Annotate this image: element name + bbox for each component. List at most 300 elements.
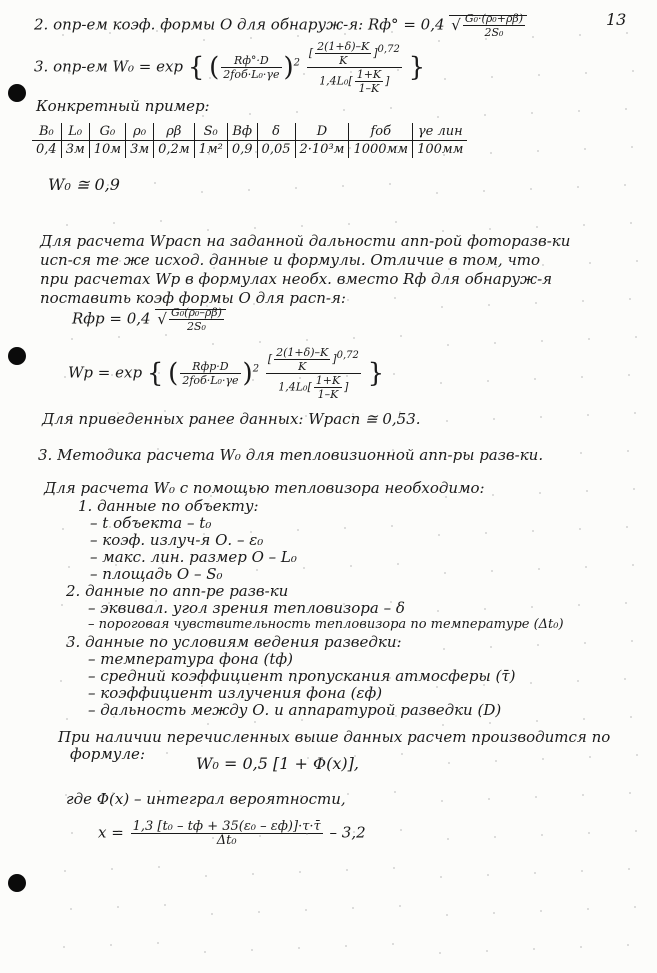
paper-dot	[162, 562, 164, 564]
paper-dot	[205, 381, 207, 383]
paper-dot	[345, 945, 347, 947]
paper-dot	[443, 648, 445, 650]
paper-dot	[589, 756, 591, 758]
paper-dot	[157, 942, 159, 944]
binder-hole-1	[8, 84, 26, 102]
param-value: 3м	[61, 141, 89, 159]
paper-dot	[155, 106, 157, 108]
paper-dot	[489, 228, 491, 230]
paper-dot	[209, 571, 211, 573]
paper-dot	[255, 645, 257, 647]
paper-dot	[62, 528, 64, 530]
paper-dot	[207, 723, 209, 725]
paper-dot	[248, 683, 250, 685]
paper-dot	[439, 952, 441, 954]
paper-dot	[588, 832, 590, 834]
wp-den-inner-num: 1+K	[315, 374, 341, 387]
paper-dot	[211, 913, 213, 915]
paper-dot	[68, 566, 70, 568]
paper-dot	[350, 71, 352, 73]
para1-line4: поставить коэф формы О для расп-я:	[40, 289, 346, 307]
paper-dot	[203, 533, 205, 535]
paper-dot	[112, 298, 114, 300]
paper-dot	[298, 453, 300, 455]
paper-dot	[389, 183, 391, 185]
paper-dot	[158, 372, 160, 374]
wp-pow: 2	[252, 363, 260, 375]
paper-dot	[166, 258, 168, 260]
paper-dot	[117, 412, 119, 414]
wp-frac-num: Rфр·D	[180, 360, 240, 374]
item3: 3. данные по условиям ведения разведки:	[66, 633, 402, 651]
para1-line1: Для расчета Wрасп на заданной дальности апп-рой фоторазв-ки	[40, 232, 571, 250]
paper-dot	[531, 606, 533, 608]
paper-dot	[634, 906, 636, 908]
paper-dot	[118, 830, 120, 832]
paper-dot	[163, 486, 165, 488]
paper-dot	[632, 70, 634, 72]
step2-line: 2. опр-ем коэф. формы О для обнаруж-я: Rф° = 0,4 √ $\frac{\text{G₀·(ρ₀+ρβ)}}{\text{2S₀}}$	[34, 12, 527, 39]
paper-dot	[636, 260, 638, 262]
paper-dot	[306, 339, 308, 341]
paper-dot	[354, 261, 356, 263]
paper-dot	[113, 222, 115, 224]
paper-dot	[389, 677, 391, 679]
paper-dot	[391, 31, 393, 33]
paper-dot	[161, 144, 163, 146]
param-value: 1000мм	[349, 141, 413, 159]
item3a: – температура фона (tф)	[88, 650, 293, 668]
paper-dot	[488, 304, 490, 306]
paper-dot	[302, 149, 304, 151]
paper-dot	[352, 413, 354, 415]
paper-dot	[72, 756, 74, 758]
paper-dot	[160, 714, 162, 716]
paper-dot	[534, 378, 536, 380]
w0-frac-den: 2fоб·L₀·γе	[223, 68, 280, 81]
paper-dot	[589, 262, 591, 264]
paper-dot	[305, 909, 307, 911]
paper-dot	[578, 604, 580, 606]
paper-dot	[631, 640, 633, 642]
paper-dot	[108, 602, 110, 604]
paper-dot	[156, 30, 158, 32]
paper-dot	[400, 335, 402, 337]
paper-dot	[351, 489, 353, 491]
x-label: x =	[98, 823, 124, 842]
paper-dot	[439, 458, 441, 460]
paper-dot	[296, 111, 298, 113]
param-value: 0,05	[257, 141, 295, 159]
paper-dot	[485, 38, 487, 40]
paper-dot	[487, 380, 489, 382]
paper-dot	[631, 146, 633, 148]
paper-dot	[253, 303, 255, 305]
param-header: L₀	[61, 123, 89, 141]
paper-dot	[396, 639, 398, 641]
paper-dot	[201, 685, 203, 687]
paper-dot	[115, 564, 117, 566]
paper-dot	[258, 911, 260, 913]
paper-dot	[116, 488, 118, 490]
paper-dot	[299, 871, 301, 873]
param-header: ρβ	[154, 123, 194, 141]
paper-dot	[634, 412, 636, 414]
paper-dot	[256, 569, 258, 571]
paper-dot	[483, 684, 485, 686]
paper-dot	[579, 34, 581, 36]
paper-dot	[119, 754, 121, 756]
paper-dot	[259, 835, 261, 837]
param-value: 3м	[126, 141, 154, 159]
paper-dot	[625, 108, 627, 110]
paper-dot	[442, 724, 444, 726]
rf-obn-den: 2S₀	[484, 26, 504, 39]
paper-dot	[108, 108, 110, 110]
paper-dot	[61, 110, 63, 112]
paper-dot	[401, 753, 403, 755]
paper-dot	[628, 374, 630, 376]
paper-dot	[201, 191, 203, 193]
paper-dot	[585, 72, 587, 74]
paper-dot	[485, 532, 487, 534]
paper-dot	[437, 116, 439, 118]
method-title: 3. Методика расчета W₀ для тепловизионной апп-ры разв-ки.	[38, 446, 544, 464]
example-title: Конкретный пример:	[36, 97, 210, 115]
paper-dot	[248, 189, 250, 191]
rf-p-den: 2S₀	[186, 320, 206, 333]
paper-dot	[447, 838, 449, 840]
paper-dot	[397, 563, 399, 565]
paper-dot	[107, 184, 109, 186]
paper-dot	[348, 223, 350, 225]
paper-dot	[343, 603, 345, 605]
item2b: – пороговая чувствительность тепловизора по температуре (Δt₀)	[88, 617, 564, 632]
paper-dot	[577, 186, 579, 188]
paper-dot	[586, 490, 588, 492]
paper-dot	[448, 762, 450, 764]
param-header: γе лин	[413, 123, 468, 141]
params-value-row	[32, 141, 467, 159]
paper-dot	[436, 192, 438, 194]
w0-den: 1,4L₀	[319, 74, 349, 88]
paper-dot	[447, 344, 449, 346]
paper-dot	[394, 791, 396, 793]
paper-dot	[530, 188, 532, 190]
paper-dot	[114, 146, 116, 148]
paper-dot	[64, 376, 66, 378]
paper-dot	[303, 73, 305, 75]
paper-dot	[346, 375, 348, 377]
paper-dot	[441, 800, 443, 802]
paper-dot	[483, 190, 485, 192]
wp-label: Wр = exp	[68, 363, 143, 382]
paper-dot	[531, 112, 533, 114]
paper-dot	[301, 225, 303, 227]
paper-dot	[297, 529, 299, 531]
paper-dot	[213, 761, 215, 763]
paper-dot	[486, 456, 488, 458]
paper-dot	[636, 754, 638, 756]
item1a: – t объекта – t₀	[90, 514, 212, 532]
paper-dot	[484, 114, 486, 116]
w0-den-inner-num: 1+K	[356, 68, 382, 81]
paper-dot	[300, 301, 302, 303]
paper-dot	[390, 601, 392, 603]
paper-dot	[624, 678, 626, 680]
paper-dot	[259, 341, 261, 343]
paper-dot	[349, 147, 351, 149]
paper-dot	[446, 914, 448, 916]
paper-dot	[438, 534, 440, 536]
params-header-row	[32, 123, 467, 141]
paper-dot	[490, 152, 492, 154]
wp-frac-den: 2fоб·L₀·γе	[182, 374, 239, 387]
paper-dot	[444, 78, 446, 80]
paper-dot	[208, 153, 210, 155]
paper-dot	[205, 875, 207, 877]
paper-dot	[342, 185, 344, 187]
paper-dot	[252, 379, 254, 381]
paper-dot	[204, 457, 206, 459]
paper-dot	[66, 224, 68, 226]
item1d: – площадь О – S₀	[90, 565, 223, 583]
paper-dot	[252, 873, 254, 875]
paper-dot	[113, 716, 115, 718]
paper-dot	[585, 566, 587, 568]
params-table	[32, 123, 467, 158]
rf-p-formula: Rфр = 0,4 √ $\frac{\text{G₀(ρ₀–ρβ)}}{\text{2S₀}}$	[72, 306, 226, 333]
paper-dot	[118, 336, 120, 338]
paper-dot	[400, 829, 402, 831]
paper-dot	[490, 646, 492, 648]
paper-dot	[629, 298, 631, 300]
paper-dot	[350, 565, 352, 567]
paper-dot	[393, 867, 395, 869]
paper-dot	[343, 109, 345, 111]
paper-dot	[445, 496, 447, 498]
paper-dot	[632, 564, 634, 566]
paper-dot	[115, 70, 117, 72]
paper-dot	[540, 416, 542, 418]
paper-dot	[626, 32, 628, 34]
paper-dot	[304, 491, 306, 493]
paper-dot	[582, 300, 584, 302]
paper-dot	[494, 836, 496, 838]
paper-dot	[305, 415, 307, 417]
paper-dot	[352, 907, 354, 909]
paper-dot	[542, 264, 544, 266]
paper-dot	[208, 647, 210, 649]
wp-formula: Wр = exp { ( $\frac{\text{Rфр·D}}{\text{2fоб·L₀·γе}}$ )$^2$ [ $\frac{2(1+\delta)-K}{K}$ ]0,72 1,4L₀[ $\frac{1+K}{1-K}$ ] }	[68, 346, 385, 401]
paper-dot	[303, 567, 305, 569]
paper-dot	[346, 869, 348, 871]
wp-den-inner-den: 1–K	[317, 388, 339, 401]
paper-dot	[300, 795, 302, 797]
x-den: Δt₀	[216, 833, 237, 848]
paper-dot	[202, 609, 204, 611]
para1-line3: при расчетах Wр в формулах необх. вместо Rф для обнаруж-я	[40, 270, 553, 288]
paper-dot	[587, 908, 589, 910]
w0-label: W₀ = exp	[112, 57, 184, 76]
w0-inner-num: 2(1+δ)–K	[317, 40, 370, 53]
paper-dot	[349, 641, 351, 643]
paper-dot	[70, 414, 72, 416]
paper-dot	[577, 680, 579, 682]
paper-dot	[307, 757, 309, 759]
param-header: S₀	[194, 123, 227, 141]
paper-dot	[206, 305, 208, 307]
wp-inner-den: K	[298, 360, 307, 373]
paper-dot	[345, 451, 347, 453]
item2: 2. данные по апп-ре разв-ки	[66, 582, 289, 600]
paper-dot	[625, 602, 627, 604]
paper-dot	[302, 643, 304, 645]
paper-dot	[61, 604, 63, 606]
paper-dot	[63, 946, 65, 948]
paper-dot	[114, 640, 116, 642]
paper-dot	[251, 949, 253, 951]
paper-dot	[397, 69, 399, 71]
paper-dot	[157, 448, 159, 450]
paper-dot	[204, 951, 206, 953]
page-number: 13	[606, 10, 627, 29]
paper-dot	[635, 830, 637, 832]
paper-dot	[630, 222, 632, 224]
w0-frac-num: Rф°·D	[221, 54, 281, 68]
paper-dot	[628, 868, 630, 870]
paper-dot	[635, 336, 637, 338]
paper-dot	[398, 487, 400, 489]
paper-dot	[588, 338, 590, 340]
paper-dot	[156, 524, 158, 526]
paper-dot	[535, 796, 537, 798]
paper-dot	[446, 420, 448, 422]
param-value: 0,2м	[154, 141, 194, 159]
paper-dot	[307, 263, 309, 265]
param-value: 2·10³м	[295, 141, 349, 159]
paper-dot	[581, 376, 583, 378]
paper-dot	[342, 679, 344, 681]
paper-dot	[491, 570, 493, 572]
wp-den: 1,4L₀	[278, 380, 308, 394]
paper-dot	[256, 75, 258, 77]
paper-dot	[584, 642, 586, 644]
paper-dot	[295, 187, 297, 189]
paper-dot	[530, 682, 532, 684]
paper-dot	[66, 718, 68, 720]
param-value: 100мм	[413, 141, 468, 159]
w0-formula: 3. опр-ем W₀ = exp { ( $\frac{Rф^\circ\cdot D}{\text{2fоб·L₀·γе}}$ )$^2$ [ $\frac{2(1+\delta)-K}{K}$ ]0,72 1,4L₀[ $\frac{1+K}{1-K}$ ] }	[34, 40, 426, 95]
paper-dot	[211, 419, 213, 421]
paper-dot	[296, 605, 298, 607]
paper-dot	[158, 866, 160, 868]
paper-dot	[154, 676, 156, 678]
paper-dot	[537, 150, 539, 152]
paper-dot	[250, 37, 252, 39]
calc-need-line: Для расчета W₀ с помощью тепловизора необходимо:	[44, 479, 485, 497]
paper-dot	[160, 220, 162, 222]
paper-dot	[630, 716, 632, 718]
paper-dot	[347, 793, 349, 795]
paper-dot	[401, 259, 403, 261]
paper-dot	[541, 834, 543, 836]
x-tail: – 3,2	[329, 823, 366, 842]
paper-dot	[489, 722, 491, 724]
paper-dot	[298, 947, 300, 949]
item3c: – коэффициент излучения фона (εф)	[88, 684, 383, 702]
item3b: – средний коэффициент пропускания атмосферы (τ̄)	[88, 667, 516, 685]
paper-dot	[119, 260, 121, 262]
paper-dot	[213, 267, 215, 269]
paper-dot	[583, 224, 585, 226]
paper-dot	[297, 35, 299, 37]
paper-dot	[399, 411, 401, 413]
paper-dot	[62, 34, 64, 36]
paper-dot	[487, 874, 489, 876]
paper-dot	[494, 342, 496, 344]
paper-dot	[109, 526, 111, 528]
paper-dot	[71, 338, 73, 340]
paper-dot	[493, 912, 495, 914]
param-header: Bф	[227, 123, 257, 141]
paper-dot	[443, 154, 445, 156]
paper-dot	[492, 494, 494, 496]
paper-dot	[111, 868, 113, 870]
paper-dot	[393, 373, 395, 375]
paper-dot	[486, 950, 488, 952]
paper-dot	[633, 488, 635, 490]
paper-dot	[112, 792, 114, 794]
paper-dot	[348, 717, 350, 719]
paper-dot	[72, 262, 74, 264]
paper-dot	[491, 76, 493, 78]
paper-dot	[394, 297, 396, 299]
paper-dot	[60, 680, 62, 682]
rf-p-label: Rфр = 0,4	[72, 309, 151, 328]
param-value: 0,9	[227, 141, 257, 159]
paper-dot	[63, 452, 65, 454]
paper-dot	[257, 493, 259, 495]
paper-dot	[587, 414, 589, 416]
paper-dot	[437, 610, 439, 612]
step3-text: 3. опр-ем	[34, 57, 108, 76]
paper-dot	[165, 334, 167, 336]
rf-obn-num: G₀·(ρ₀+ρβ)	[464, 12, 524, 25]
paper-dot	[254, 721, 256, 723]
paper-dot	[493, 418, 495, 420]
paper-dot	[110, 450, 112, 452]
paper-dot	[436, 686, 438, 688]
paper-dot	[354, 755, 356, 757]
binder-hole-3	[8, 874, 26, 892]
paper-dot	[253, 797, 255, 799]
paper-dot	[533, 948, 535, 950]
x-num: 1,3 [t₀ – tф + 35(ε₀ – εф)]·τ·τ̄	[132, 819, 321, 834]
paper-dot	[65, 300, 67, 302]
paper-dot	[536, 720, 538, 722]
param-header: fоб	[349, 123, 413, 141]
paper-dot	[395, 221, 397, 223]
paper-dot	[448, 268, 450, 270]
paper-dot	[536, 226, 538, 228]
paper-dot	[627, 944, 629, 946]
where-line: где Φ(x) – интеграл вероятности,	[66, 790, 346, 808]
paper-dot	[440, 382, 442, 384]
paper-dot	[110, 944, 112, 946]
paper-dot	[159, 790, 161, 792]
item3d: – дальность между О. и аппаратурой разведки (D)	[88, 701, 502, 719]
